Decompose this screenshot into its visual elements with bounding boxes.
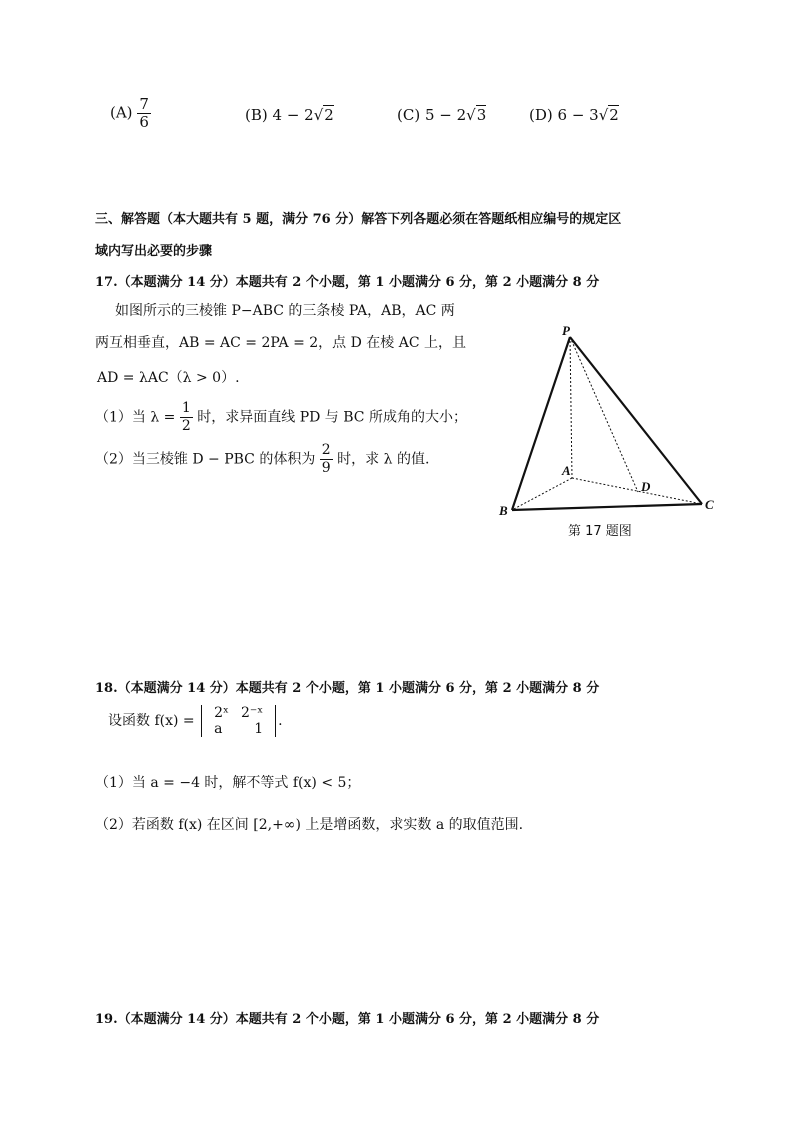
matrix-entry-21: a xyxy=(214,721,223,737)
q17-part2-fraction xyxy=(320,442,333,477)
edge-pa xyxy=(570,337,572,478)
label-p: P xyxy=(562,323,570,338)
option-c-radicand: 3 xyxy=(476,106,487,124)
q19-header: 19.（本题满分 14 分）本题共有 2 个小题，第 1 小题满分 6 分，第 2 小题满分 8 分 xyxy=(95,1012,600,1027)
q17-part1 xyxy=(95,400,467,435)
option-a-fraction xyxy=(137,96,151,131)
section3-heading-line2: 域内写出必要的步骤 xyxy=(95,244,213,259)
option-a xyxy=(110,96,151,131)
q18-definition xyxy=(108,705,283,737)
q17-part1-fraction xyxy=(180,400,193,435)
edge-ac xyxy=(572,478,702,504)
option-d: (D) 6 − 3√2 xyxy=(529,106,619,124)
q17-pyramid-figure xyxy=(490,315,730,545)
q18-definition-suffix: . xyxy=(278,713,283,729)
q17-part2-prefix: （2）当三棱锥 D − PBC 的体积为 xyxy=(95,451,316,468)
label-d: D xyxy=(641,479,651,494)
q17-part1-suffix: 时，求异面直线 PD 与 BC 所成角的大小； xyxy=(197,409,467,426)
figure-caption: 第 17 题图 xyxy=(568,524,632,539)
q17-part2 xyxy=(95,442,429,477)
edge-bc xyxy=(512,504,702,510)
q17-stem-line3: AD = λAC（λ > 0）. xyxy=(97,370,240,386)
q17-part1-numerator: 1 xyxy=(181,400,191,416)
q18-header: 18.（本题满分 14 分）本题共有 2 个小题，第 1 小题满分 6 分，第 2 小题满分 8 分 xyxy=(95,681,600,696)
section3-heading-line1: 三、解答题（本大题共有 5 题，满分 76 分）解答下列各题必须在答题纸相应编号的规定区 xyxy=(95,212,622,227)
q18-part2: （2）若函数 f(x) 在区间 [2,+∞) 上是增函数，求实数 a 的取值范围. xyxy=(95,817,524,833)
option-d-prefix: 6 − 3 xyxy=(557,106,599,124)
option-d-radicand: 2 xyxy=(609,106,619,124)
q17-part1-prefix: （1）当 λ = xyxy=(95,409,176,426)
q17-header: 17.（本题满分 14 分）本题共有 2 个小题，第 1 小题满分 6 分，第 2 小题满分 8 分 xyxy=(95,275,600,290)
option-b-label: (B) xyxy=(245,106,268,124)
determinant-matrix xyxy=(201,705,276,737)
label-c: C xyxy=(705,497,714,512)
option-c: (C) 5 − 2√3 xyxy=(397,106,487,124)
segment-pd xyxy=(570,337,638,492)
label-a: A xyxy=(562,463,571,478)
option-b-radicand: 2 xyxy=(324,106,334,124)
option-d-label: (D) xyxy=(529,106,553,124)
option-a-label: (A) xyxy=(110,103,133,122)
option-a-numerator: 7 xyxy=(139,95,149,113)
q17-part2-numerator: 2 xyxy=(321,442,331,458)
q17-part1-denominator: 2 xyxy=(181,418,191,434)
option-c-label: (C) xyxy=(397,106,421,124)
option-a-denominator: 6 xyxy=(139,113,149,131)
option-b: (B) 4 − 2√2 xyxy=(245,106,334,124)
q18-part1: （1）当 a = −4 时，解不等式 f(x) < 5； xyxy=(95,775,361,791)
label-b: B xyxy=(499,503,508,518)
q17-part2-denominator: 9 xyxy=(321,460,331,476)
matrix-entry-22: 1 xyxy=(254,721,264,737)
q18-definition-prefix: 设函数 f(x) = xyxy=(108,713,195,729)
option-b-prefix: 4 − 2 xyxy=(272,106,314,124)
q17-stem-line1: 如图所示的三棱锥 P−ABC 的三条棱 PA，AB，AC 两 xyxy=(115,303,455,319)
q17-part2-suffix: 时，求 λ 的值. xyxy=(337,451,430,468)
edge-pc xyxy=(570,337,702,504)
option-c-prefix: 5 − 2 xyxy=(424,106,467,124)
q17-stem-line2: 两互相垂直，AB = AC = 2PA = 2，点 D 在棱 AC 上，且 xyxy=(95,335,467,351)
matrix-entry-11: 2ˣ xyxy=(214,705,229,721)
matrix-entry-12: 2⁻ˣ xyxy=(240,705,264,721)
